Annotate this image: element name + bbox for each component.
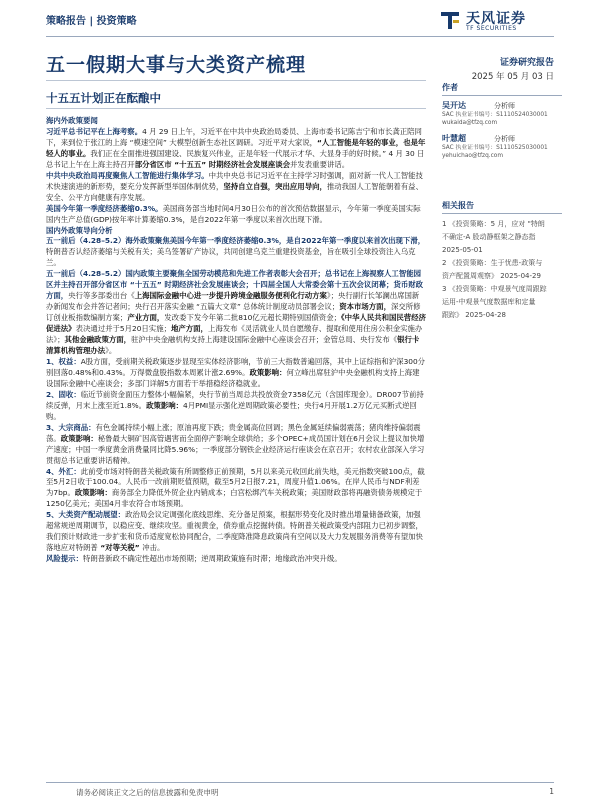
sidebar	[442, 82, 562, 322]
author-role: 分析师	[494, 102, 515, 110]
paragraph-equity: 1、权益：A股方面，受前期关税政策逐步显现至实体经济影响，节前三大指数普遍回落，其中上证综指和沪深300分别回落0.48%和0.43%。万得微盘股指数本周累计涨2.69%。政策影响：何立峰出席驻沪中央金融机构支持上海建设国际金融中心座谈会；多部门详解5方面若干举措稳经济稳就业。	[46, 356, 426, 388]
page-subtitle: 十五五计划正在酝酿中	[46, 91, 161, 105]
main-body	[46, 116, 426, 771]
author-email[interactable]: yehuichao@tfzq.com	[442, 153, 503, 159]
related-line: 2025-05-01	[442, 246, 483, 254]
footer-divider	[46, 782, 554, 783]
logo-cn: 天风证券	[466, 11, 526, 27]
related-line[interactable]: 1 《投资策略：5 月，应对 "特朗	[442, 220, 545, 228]
company-logo	[438, 6, 554, 34]
tf-logo-icon	[438, 8, 462, 32]
page-title: 五一假期大事与大类资产梳理	[46, 54, 307, 76]
related-line[interactable]: 2 《投资策略：生于忧患-政策与	[442, 259, 543, 267]
related-line[interactable]: 资产配置周观察》 2025-04-29	[442, 272, 541, 280]
title-divider	[46, 80, 426, 81]
paragraph-ai-study: 中共中央政治局再度聚焦人工智能进行集体学习。中共中央总书记习近平在主持学习时强调，面对新一代人工智能技术快速演进的新形势，要充分发挥新型举国体制优势，坚持自立自强，突出应用导向，推动我国人工智能朝着有益、安全、公平方向健康有序发展。	[46, 170, 423, 202]
paragraph-domestic-policy: 五一前后（4.28–5.2）国内政策主要聚焦全国劳动模范和先进工作者表彰大会召开；总书记在上海视察人工智能园区并主持召开部分省区市 “十五五” 时期经济社会发展座谈会；十四届全国人大常委会第十五次会议闭幕；货币财政方面，央行等多部委出台《上海国际金融中心进一步提升跨境金融服务便利化行动方案》；央行副行长邹澜出席国新办新闻发布会并答记者问；央行召开落实金融 “五篇大文章” 总体统计制度动员部署会议；资本市场方面，深交所修订创业板指数编制方案；产业方面，发改委下发今年第二批810亿元超长期特别国债资金；《中华人民共和国民营经济促进法》表决通过并于5月20日实施；地产方面，上海发布《灵活就业人员自愿缴存、提取和使用住房公积金实施办法》；其他金融政策方面，驻沪中央金融机构支持上海建设国际金融中心座谈会召开；金管总局、央行发布《银行卡清算机构管理办法》。	[46, 269, 426, 356]
author-card	[442, 100, 562, 127]
author-license: SAC 执业证书编号：S1110524030001	[442, 112, 548, 118]
paragraph-us-gdp: 美国今年第一季度经济萎缩0.3%。美国商务部当地时间4月30日公布的首次预估数据显示，今年第一季度美国实际国内生产总值(GDP)按年率计算萎缩0.3%，是自2022年第一季度以来首次出现下滑。	[46, 203, 421, 224]
author-email[interactable]: wukaida@tfzq.com	[442, 120, 498, 126]
author-license: SAC 执业证书编号：S1110525030001	[442, 145, 548, 151]
author-role: 分析师	[494, 135, 515, 143]
paragraph-risk: 风险提示：特朗普新政不确定性超出市场预期；逆周期政策施有时滞；地缘政治冲突升级。	[46, 554, 342, 564]
related-line[interactable]: 跟踪》 2025-04-28	[442, 311, 506, 319]
related-heading: 相关报告	[442, 200, 562, 214]
related-line[interactable]: 不确定-A 股动静框架之静态指	[442, 233, 536, 241]
footer-disclaimer: 请务必阅读正文之后的信息披露和免责申明	[76, 788, 219, 797]
page-number: 1	[549, 787, 554, 796]
top-divider	[46, 36, 554, 37]
related-line[interactable]: 3 《投资策略：中观景气度周跟踪	[442, 285, 547, 293]
author-card	[442, 133, 562, 160]
author-name: 吴开达	[442, 101, 466, 110]
paragraph-outlook: 5、大类资产配动展望：政治局会议定调强化底线思维、充分备足预案，根据形势变化及时推出增量储备政策，加强超常规逆周期调节，以稳应变、继续攻坚。重视黄金，债券重点挖掘转债。特朗普关税政策受内部阻力已初步调整，我们预计财政进一步扩张和货币适度宽松协同配合，二季度降准降息政策尚有空间以及大力发展服务消费等有望加快落地应对特朗普 “对等关税” 冲击。	[46, 510, 423, 553]
paragraph-fixed-income: 2、固收：临近节前资金面压力整体小幅偏紧，央行节前当周总共投放资金7358亿元（含国库现金）。DR007节前持续反弹，月末上涨至近1.8%。政策影响：4月PMI显示强化逆周期政策必要性；央行4月开展1.2万亿元买断式逆回购。	[46, 389, 424, 421]
related-line[interactable]: 运用-中观景气度数据库和定量	[442, 298, 536, 306]
section-heading-overseas: 海内外政策要闻	[46, 116, 98, 125]
section-heading-policy: 国内外政策导向分析	[46, 225, 113, 235]
report-type: 策略报告 | 投资策略	[46, 16, 137, 27]
subtitle-divider	[46, 108, 426, 109]
paragraph-fx: 4、外汇：此前受市场对特朗普关税政策有所调整修正前预期，5月以来美元收回此前失地，美元指数突破100点，截至5月2日收于100.04。人民币一改前期贬值预期，截至5月2日报7.21，周度升值1.06%。在岸人民币与NDF利差为7bp。政策影响：商务部全力降低外贸企业内销成本；白宫松绑汽车关税政策；美国财政部将再融资债务规模定于1250亿美元；美国4月非农符合市场预期。	[46, 466, 425, 509]
logo-en: TF SECURITIES	[466, 25, 517, 32]
paragraph-commodities: 3、大宗商品：有色金属持续小幅上涨；原油再度下跌；贵金属高位回调；黑色金属延续偏弱震荡；猪肉维持偏弱震荡。政策影响：秘鲁最大铜矿因高管遇害而全面停产影响全球供给；多个OPEC+成员国计划在6月会议上提议加快增产速度；中国一季度黄金消费量同比降5.96%；一季度部分钢铁企业经济运行座谈会在京召开；农村农业部深入学习贯彻总书记重要讲话精神。	[46, 422, 425, 465]
author-name: 叶慧超	[442, 134, 466, 143]
report-date: 2025 年 05 月 03 日	[471, 72, 554, 82]
paragraph-shanghai-visit: 习近平总书记平在上海考察。4 月 29 日上午，习近平在中共中央政治局委员、上海市委书记陈吉宁和市长龚正陪同下，来到位于张江的上海 “模速空间” 大模型创新生态社区调研。习近平对大家说，“人工智能是年轻的事业，也是年轻人的事业。我们正在全面推进强国建设、民族复兴伟业，正是年轻一代展示才华、大显身手的好时候。” 4 月 30 日总书记上午在上海主持召开部分省区市 “十五五” 时期经济社会发展座谈会并发表重要讲话。	[46, 126, 426, 169]
paragraph-overseas-policy: 五一前后（4.28–5.2）海外政策聚焦美国今年第一季度经济萎缩0.3%，是自2022年第一季度以来首次出现下滑，特朗普否认经济萎缩与关税有关；美乌签署矿产协议，共同创建乌克兰重建投资基金，旨在吸引全球投资注入乌克兰。	[46, 236, 426, 268]
report-tag: 证券研究报告	[499, 58, 554, 68]
authors-heading: 作者	[442, 82, 562, 96]
